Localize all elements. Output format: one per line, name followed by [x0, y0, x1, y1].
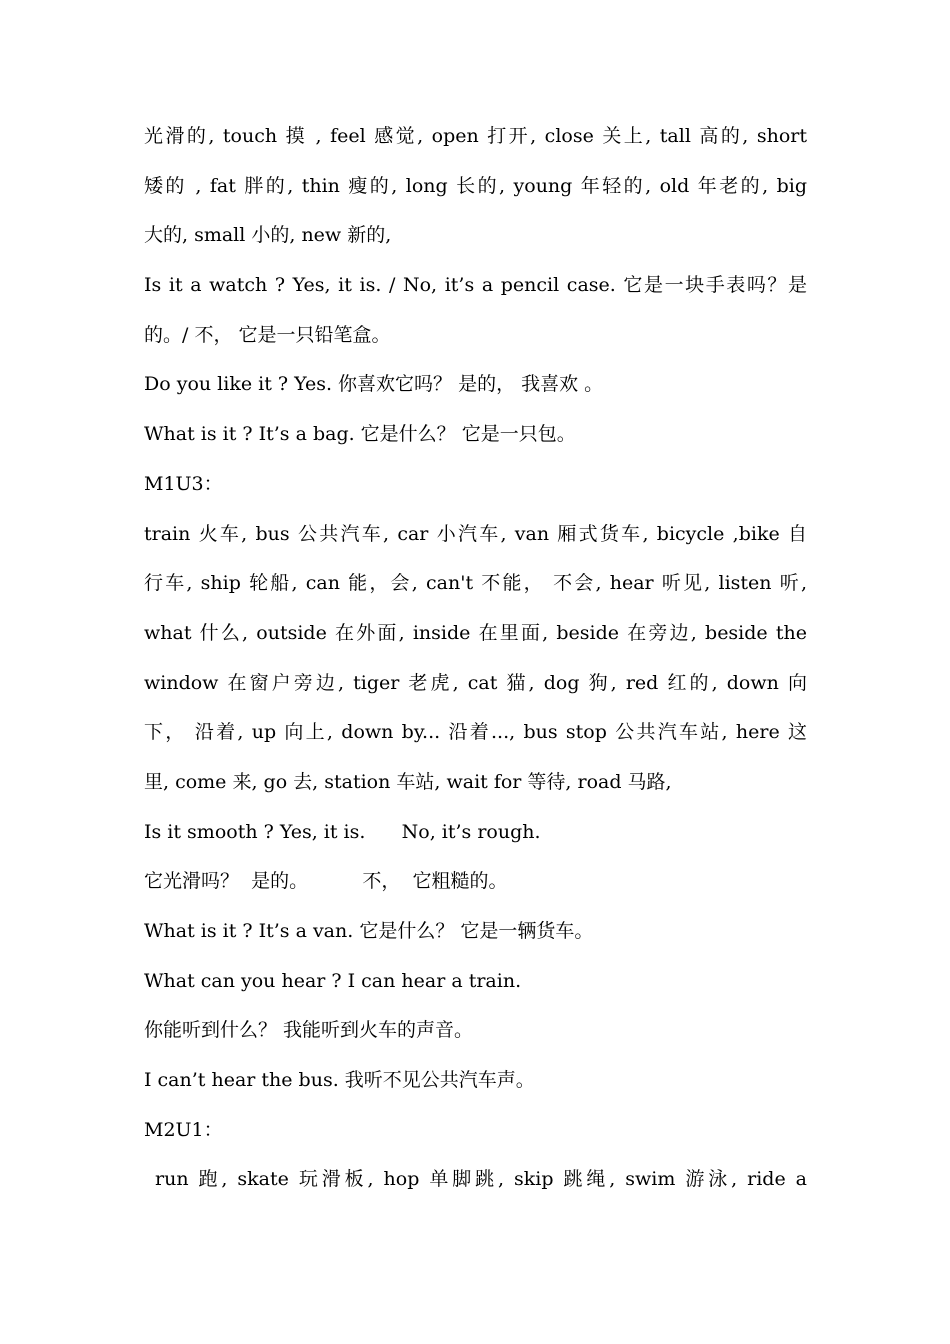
text-line: What is it ? It’s a bag. 它是什么？ 它是一只包。	[144, 423, 576, 446]
text-line: train 火车, bus 公共汽车, car 小汽车, van 厢式货车, bicycle ,bike 自	[144, 522, 807, 545]
text-line: run 跑, skate 玩滑板, hop 单脚跳, skip 跳绳, swim 游泳, ride a	[155, 1168, 807, 1191]
section-heading: M1U3：	[144, 472, 223, 495]
text-line: What can you hear ? I can hear a train.	[144, 969, 522, 992]
text-line: Do you like it ? Yes. 你喜欢它吗？ 是的， 我喜欢 。	[144, 373, 604, 396]
text-line: window 在窗户旁边, tiger 老虎, cat 猫, dog 狗, red 红的, down 向	[144, 671, 807, 694]
text-line: 行车, ship 轮船, can 能，会, can't 不能， 不会, hear 听见, listen 听,	[144, 572, 807, 595]
text-line: 矮的 , fat 胖的, thin 瘦的, long 长的, young 年轻的, old 年老的, big	[144, 174, 807, 197]
text-line: 里, come 来, go 去, station 车站, wait for 等待, road 马路,	[144, 770, 672, 793]
text-line: Is it a watch ? Yes, it is. / No, it’s a pencil case. 它是一块手表吗？是	[144, 274, 807, 297]
text-line: 光滑的, touch 摸 , feel 感觉, open 打开, close 关上, tall 高的, short	[144, 125, 807, 147]
text-line: 下， 沿着, up 向上, down by... 沿着..., bus stop 公共汽车站, here 这	[144, 721, 807, 744]
text-line: 你能听到什么？ 我能听到火车的声音。	[144, 1019, 474, 1042]
text-line: 的。/ 不， 它是一只铅笔盒。	[144, 323, 391, 346]
document-body	[144, 112, 807, 1205]
text-line: I can’t hear the bus. 我听不见公共汽车声。	[144, 1069, 535, 1092]
text-line: What is it ? It’s a van. 它是什么？ 它是一辆货车。	[144, 920, 594, 942]
section-heading: M2U1：	[144, 1118, 223, 1141]
text-line: what 什么, outside 在外面, inside 在里面, beside 在旁边, beside the	[144, 621, 807, 644]
text-line: Is it smooth ? Yes, it is. No, it’s rough.	[144, 820, 541, 843]
text-line: 大的, small 小的, new 新的,	[144, 224, 392, 247]
text-line: 它光滑吗？ 是的。 不， 它粗糙的。	[144, 870, 508, 893]
